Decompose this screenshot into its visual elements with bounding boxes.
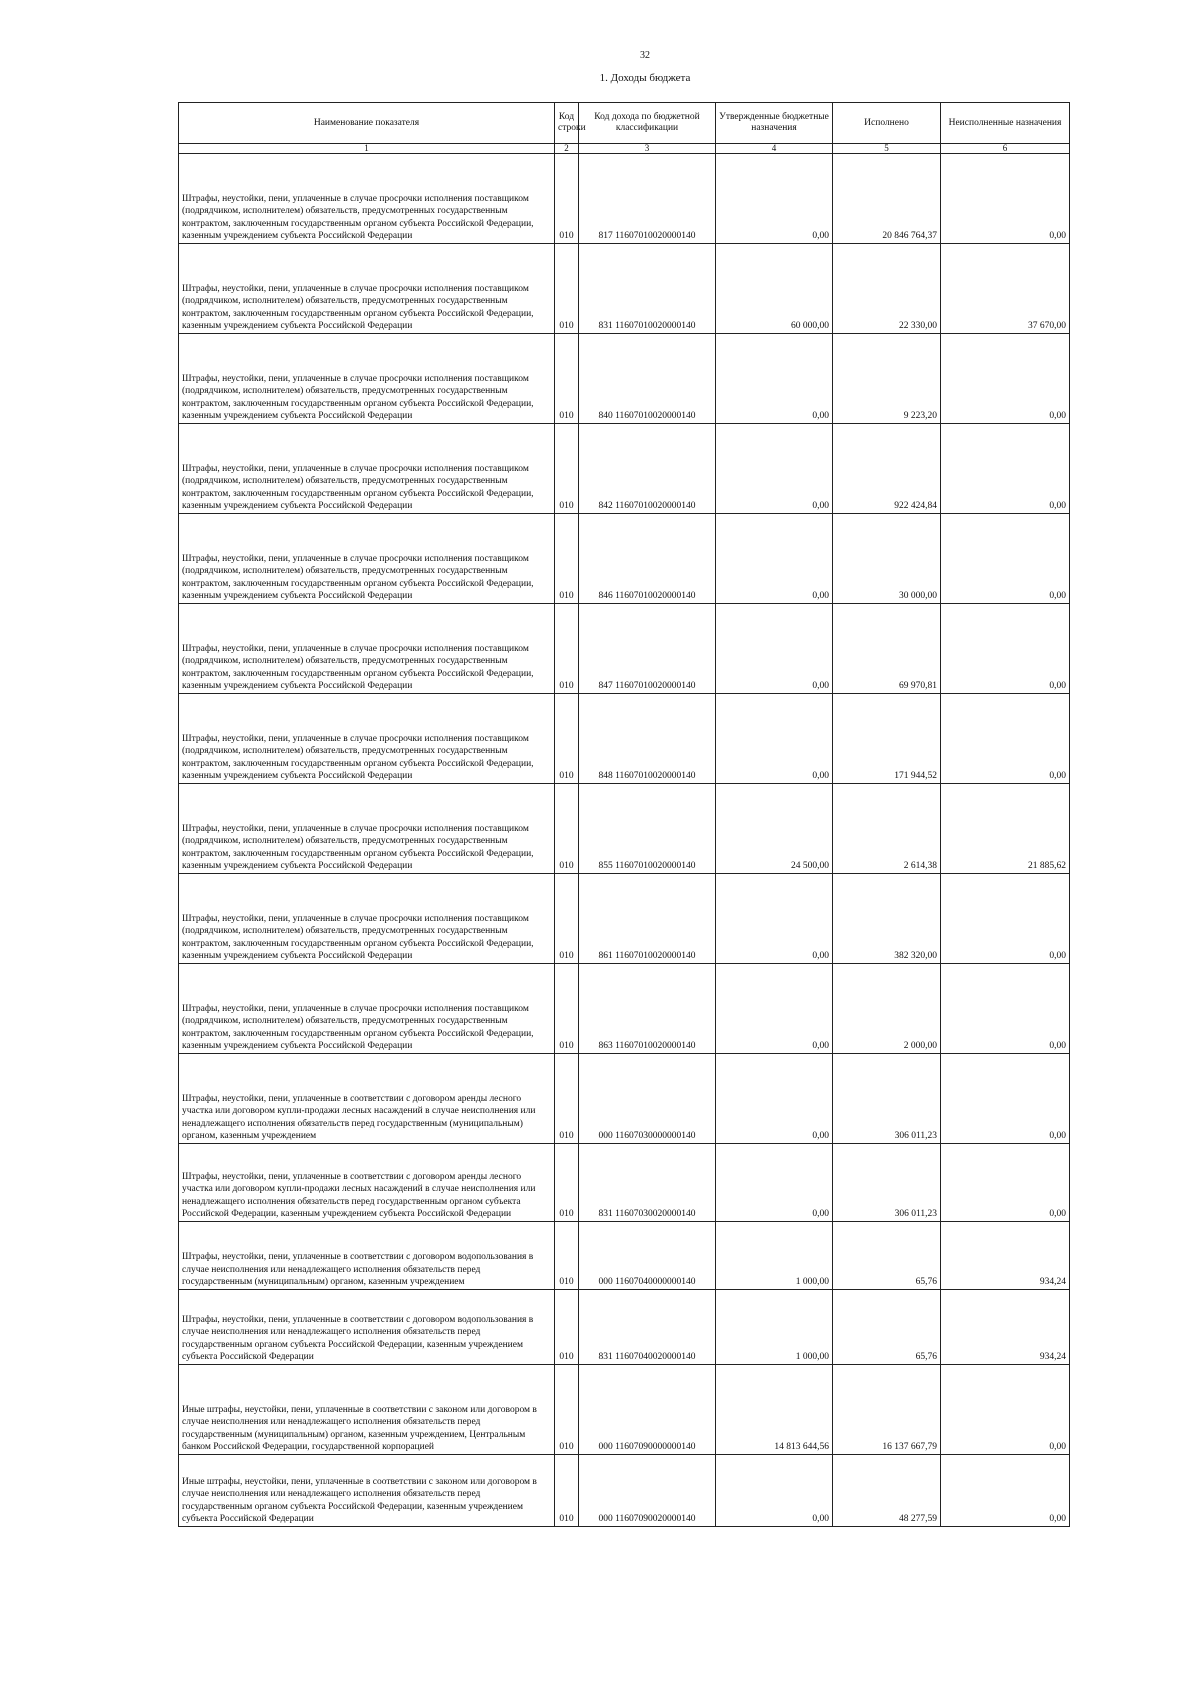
line-code: 010 <box>555 1222 579 1290</box>
unexecuted-amount: 0,00 <box>941 874 1070 964</box>
line-code: 010 <box>555 244 579 334</box>
indicator-name: Штрафы, неустойки, пени, уплаченные в случае просрочки исполнения поставщиком (подрядчиком, исполнителем) обязательств, предусмотренных государственным контрактом, заключенным государственным органом субъекта Российской Федерации, казенным учреждением субъекта Российской Федерации <box>179 424 555 514</box>
line-code: 010 <box>555 964 579 1054</box>
indicator-name: Штрафы, неустойки, пени, уплаченные в случае просрочки исполнения поставщиком (подрядчиком, исполнителем) обязательств, предусмотренных государственным контрактом, заключенным государственным органом субъекта Российской Федерации, казенным учреждением субъекта Российской Федерации <box>179 244 555 334</box>
approved-amount: 0,00 <box>716 874 833 964</box>
indicator-name: Штрафы, неустойки, пени, уплаченные в случае просрочки исполнения поставщиком (подрядчиком, исполнителем) обязательств, предусмотренных государственным контрактом, заключенным государственным органом субъекта Российской Федерации, казенным учреждением субъекта Российской Федерации <box>179 514 555 604</box>
budget-class-code: 831 11607040020000140 <box>579 1290 716 1365</box>
column-number: 5 <box>833 144 941 154</box>
column-number: 3 <box>579 144 716 154</box>
approved-amount: 0,00 <box>716 1054 833 1144</box>
line-code: 010 <box>555 1290 579 1365</box>
unexecuted-amount: 0,00 <box>941 694 1070 784</box>
budget-class-code: 831 11607010020000140 <box>579 244 716 334</box>
line-code: 010 <box>555 1054 579 1144</box>
column-number: 1 <box>179 144 555 154</box>
unexecuted-amount: 0,00 <box>941 514 1070 604</box>
executed-amount: 922 424,84 <box>833 424 941 514</box>
approved-amount: 0,00 <box>716 1144 833 1222</box>
indicator-name: Штрафы, неустойки, пени, уплаченные в случае просрочки исполнения поставщиком (подрядчиком, исполнителем) обязательств, предусмотренных государственным контрактом, заключенным государственным органом субъекта Российской Федерации, казенным учреждением субъекта Российской Федерации <box>179 154 555 244</box>
header-class-code: Код дохода по бюджетной классификации <box>579 103 716 144</box>
page-number: 32 <box>640 50 650 61</box>
approved-amount: 24 500,00 <box>716 784 833 874</box>
executed-amount: 65,76 <box>833 1290 941 1365</box>
unexecuted-amount: 0,00 <box>941 604 1070 694</box>
table-row <box>179 1455 1070 1527</box>
line-code: 010 <box>555 514 579 604</box>
executed-amount: 20 846 764,37 <box>833 154 941 244</box>
approved-amount: 0,00 <box>716 334 833 424</box>
indicator-name: Иные штрафы, неустойки, пени, уплаченные в соответствии с законом или договором в случае неисполнения или ненадлежащего исполнения обязательств перед государственным органом субъекта Российской Федерации, казенным учреждением субъекта Российской Федерации <box>179 1455 555 1527</box>
budget-class-code: 000 11607040000000140 <box>579 1222 716 1290</box>
executed-amount: 16 137 667,79 <box>833 1365 941 1455</box>
unexecuted-amount: 0,00 <box>941 154 1070 244</box>
line-code: 010 <box>555 334 579 424</box>
header-name: Наименование показателя <box>179 103 555 144</box>
section-title: 1. Доходы бюджета <box>599 72 691 84</box>
approved-amount: 0,00 <box>716 1455 833 1527</box>
table-row <box>179 514 1070 604</box>
table-row <box>179 1222 1070 1290</box>
line-code: 010 <box>555 784 579 874</box>
line-code: 010 <box>555 604 579 694</box>
line-code: 010 <box>555 874 579 964</box>
indicator-name: Штрафы, неустойки, пени, уплаченные в соответствии с договором водопользования в случае неисполнения или ненадлежащего исполнения обязательств перед государственным (муниципальным) органом, казенным учреждением <box>179 1222 555 1290</box>
column-number: 6 <box>941 144 1070 154</box>
budget-class-code: 840 11607010020000140 <box>579 334 716 424</box>
indicator-name: Штрафы, неустойки, пени, уплаченные в соответствии с договором аренды лесного участка или договором купли-продажи лесных насаждений в случае неисполнения или ненадлежащего исполнения обязательств перед государственным органом субъекта Российской Федерации, казенным учреждением субъекта Российской Федерации <box>179 1144 555 1222</box>
indicator-name: Штрафы, неустойки, пени, уплаченные в случае просрочки исполнения поставщиком (подрядчиком, исполнителем) обязательств, предусмотренных государственным контрактом, заключенным государственным органом субъекта Российской Федерации, казенным учреждением субъекта Российской Федерации <box>179 874 555 964</box>
unexecuted-amount: 0,00 <box>941 424 1070 514</box>
table-body <box>179 154 1070 1527</box>
column-number: 2 <box>555 144 579 154</box>
indicator-name: Штрафы, неустойки, пени, уплаченные в случае просрочки исполнения поставщиком (подрядчиком, исполнителем) обязательств, предусмотренных государственным контрактом, заключенным государственным органом субъекта Российской Федерации, казенным учреждением субъекта Российской Федерации <box>179 964 555 1054</box>
header-code: Код строки <box>555 103 579 144</box>
budget-class-code: 817 11607010020000140 <box>579 154 716 244</box>
unexecuted-amount: 0,00 <box>941 1144 1070 1222</box>
executed-amount: 306 011,23 <box>833 1054 941 1144</box>
indicator-name: Штрафы, неустойки, пени, уплаченные в случае просрочки исполнения поставщиком (подрядчиком, исполнителем) обязательств, предусмотренных государственным контрактом, заключенным государственным органом субъекта Российской Федерации, казенным учреждением субъекта Российской Федерации <box>179 784 555 874</box>
indicator-name: Штрафы, неустойки, пени, уплаченные в случае просрочки исполнения поставщиком (подрядчиком, исполнителем) обязательств, предусмотренных государственным контрактом, заключенным государственным органом субъекта Российской Федерации, казенным учреждением субъекта Российской Федерации <box>179 604 555 694</box>
budget-class-code: 848 11607010020000140 <box>579 694 716 784</box>
line-code: 010 <box>555 424 579 514</box>
budget-class-code: 000 11607030000000140 <box>579 1054 716 1144</box>
approved-amount: 14 813 644,56 <box>716 1365 833 1455</box>
header-row <box>179 103 1070 144</box>
executed-amount: 65,76 <box>833 1222 941 1290</box>
budget-class-code: 000 11607090020000140 <box>579 1455 716 1527</box>
table-row <box>179 154 1070 244</box>
approved-amount: 1 000,00 <box>716 1290 833 1365</box>
line-code: 010 <box>555 1144 579 1222</box>
table-row <box>179 334 1070 424</box>
table-row <box>179 784 1070 874</box>
table-row <box>179 1290 1070 1365</box>
header-unexecuted: Неисполненные назначения <box>941 103 1070 144</box>
budget-class-code: 831 11607030020000140 <box>579 1144 716 1222</box>
approved-amount: 1 000,00 <box>716 1222 833 1290</box>
approved-amount: 0,00 <box>716 604 833 694</box>
unexecuted-amount: 934,24 <box>941 1290 1070 1365</box>
budget-class-code: 855 11607010020000140 <box>579 784 716 874</box>
line-code: 010 <box>555 694 579 784</box>
budget-class-code: 847 11607010020000140 <box>579 604 716 694</box>
table-row <box>179 1144 1070 1222</box>
budget-class-code: 863 11607010020000140 <box>579 964 716 1054</box>
executed-amount: 306 011,23 <box>833 1144 941 1222</box>
column-number-row <box>179 144 1070 154</box>
budget-class-code: 000 11607090000000140 <box>579 1365 716 1455</box>
executed-amount: 30 000,00 <box>833 514 941 604</box>
executed-amount: 48 277,59 <box>833 1455 941 1527</box>
indicator-name: Штрафы, неустойки, пени, уплаченные в случае просрочки исполнения поставщиком (подрядчиком, исполнителем) обязательств, предусмотренных государственным контрактом, заключенным государственным органом субъекта Российской Федерации, казенным учреждением субъекта Российской Федерации <box>179 694 555 784</box>
line-code: 010 <box>555 1365 579 1455</box>
unexecuted-amount: 0,00 <box>941 1365 1070 1455</box>
executed-amount: 9 223,20 <box>833 334 941 424</box>
budget-class-code: 861 11607010020000140 <box>579 874 716 964</box>
executed-amount: 69 970,81 <box>833 604 941 694</box>
unexecuted-amount: 934,24 <box>941 1222 1070 1290</box>
approved-amount: 60 000,00 <box>716 244 833 334</box>
unexecuted-amount: 0,00 <box>941 1054 1070 1144</box>
table-row <box>179 964 1070 1054</box>
income-table <box>178 102 1070 1527</box>
executed-amount: 22 330,00 <box>833 244 941 334</box>
table-row <box>179 694 1070 784</box>
executed-amount: 2 614,38 <box>833 784 941 874</box>
approved-amount: 0,00 <box>716 424 833 514</box>
unexecuted-amount: 0,00 <box>941 964 1070 1054</box>
table-row <box>179 244 1070 334</box>
indicator-name: Штрафы, неустойки, пени, уплаченные в соответствии с договором аренды лесного участка или договором купли-продажи лесных насаждений в случае неисполнения или ненадлежащего исполнения обязательств перед государственным (муниципальным) органом, казенным учреждением <box>179 1054 555 1144</box>
indicator-name: Штрафы, неустойки, пени, уплаченные в соответствии с договором водопользования в случае неисполнения или ненадлежащего исполнения обязательств перед государственным органом субъекта Российской Федерации, казенным учреждением субъекта Российской Федерации <box>179 1290 555 1365</box>
approved-amount: 0,00 <box>716 694 833 784</box>
budget-class-code: 846 11607010020000140 <box>579 514 716 604</box>
table-row <box>179 424 1070 514</box>
executed-amount: 171 944,52 <box>833 694 941 784</box>
budget-class-code: 842 11607010020000140 <box>579 424 716 514</box>
table-row <box>179 604 1070 694</box>
unexecuted-amount: 21 885,62 <box>941 784 1070 874</box>
executed-amount: 2 000,00 <box>833 964 941 1054</box>
approved-amount: 0,00 <box>716 514 833 604</box>
column-number: 4 <box>716 144 833 154</box>
executed-amount: 382 320,00 <box>833 874 941 964</box>
approved-amount: 0,00 <box>716 964 833 1054</box>
unexecuted-amount: 0,00 <box>941 1455 1070 1527</box>
line-code: 010 <box>555 1455 579 1527</box>
table-row <box>179 874 1070 964</box>
line-code: 010 <box>555 154 579 244</box>
header-approved: Утвержденные бюджетные назначения <box>716 103 833 144</box>
indicator-name: Иные штрафы, неустойки, пени, уплаченные в соответствии с законом или договором в случае неисполнения или ненадлежащего исполнения обязательств перед государственным (муниципальным) органом, казенным учреждением, Центральным банком Российской Федерации, государственной корпорацией <box>179 1365 555 1455</box>
table-row <box>179 1365 1070 1455</box>
header-executed: Исполнено <box>833 103 941 144</box>
indicator-name: Штрафы, неустойки, пени, уплаченные в случае просрочки исполнения поставщиком (подрядчиком, исполнителем) обязательств, предусмотренных государственным контрактом, заключенным государственным органом субъекта Российской Федерации, казенным учреждением субъекта Российской Федерации <box>179 334 555 424</box>
unexecuted-amount: 37 670,00 <box>941 244 1070 334</box>
table-row <box>179 1054 1070 1144</box>
unexecuted-amount: 0,00 <box>941 334 1070 424</box>
approved-amount: 0,00 <box>716 154 833 244</box>
